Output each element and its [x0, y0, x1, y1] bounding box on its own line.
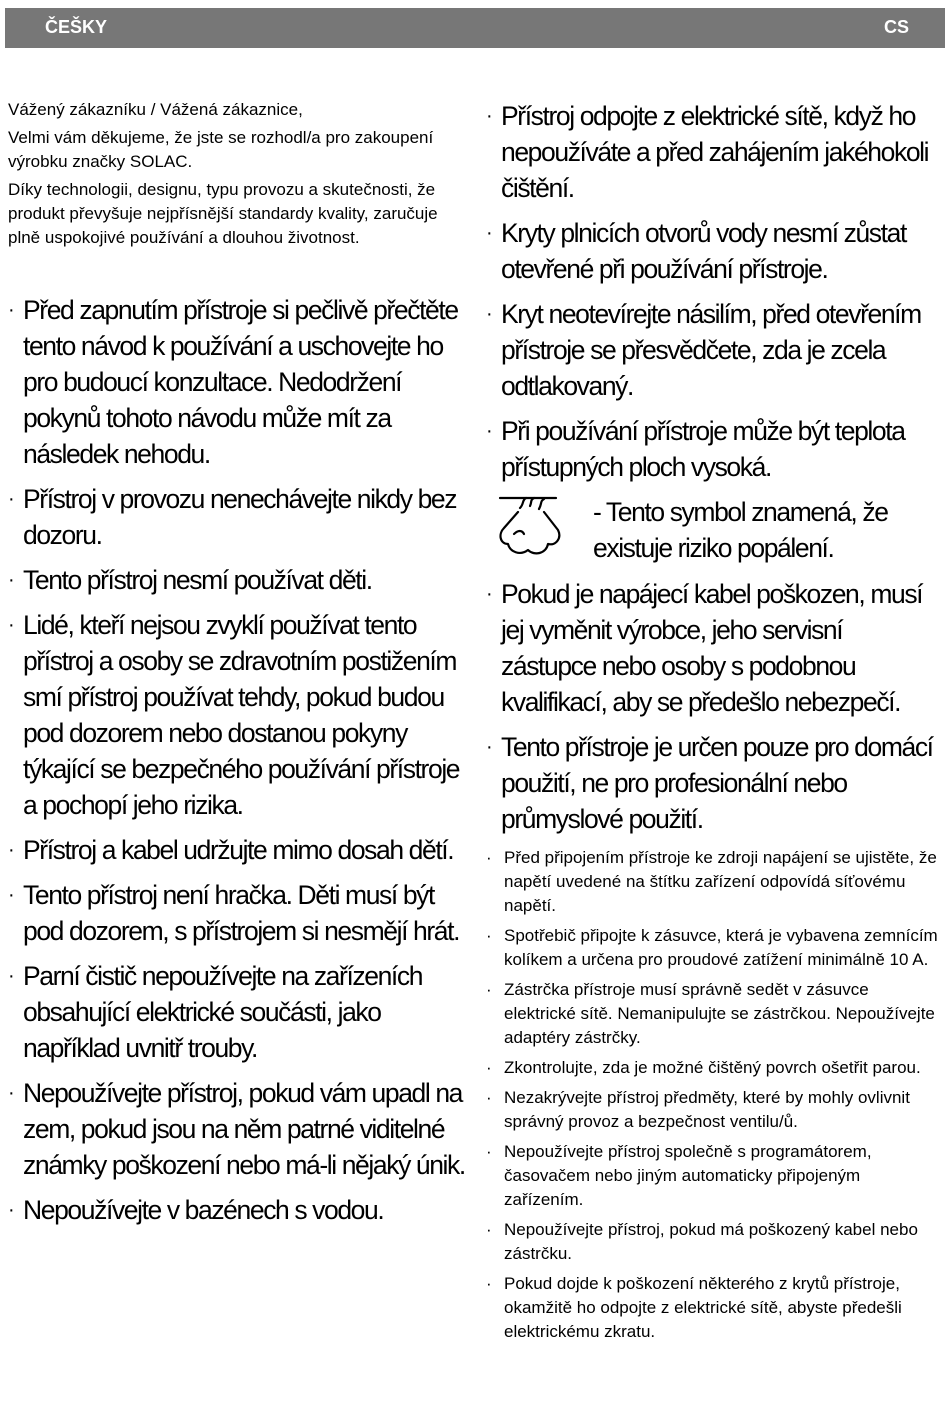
list-item: · Lidé, kteří nejsou zvyklí používat tento přístroj a osoby se zdravotním postižením smí přístroj používat tehdy, pokud budou pod dozorem nebo dostanou pokyny týkající se bezpečného používání přístroje a pochopí jeho rizika.	[8, 607, 470, 823]
list-item: · Přístroj a kabel udržujte mimo dosah dětí.	[8, 832, 470, 868]
list-item: · Kryty plnicích otvorů vody nesmí zůstat otevřené při používání přístroje.	[486, 215, 942, 287]
list-item: · Tento přístroje je určen pouze pro domácí použití, ne pro profesionální nebo průmyslové použití.	[486, 729, 942, 837]
list-item: · Nepoužívejte v bazénech s vodou.	[8, 1192, 470, 1228]
burn-warning	[486, 494, 942, 566]
burn-symbol-text: - Tento symbol znamená, že existuje riziko popálení.	[593, 497, 888, 563]
safety-list-right-a	[486, 98, 942, 485]
list-item: · Před zapnutím přístroje si pečlivě přečtěte tento návod k používání a uschovejte ho pro budoucí konzultace. Nedodržení pokynů tohoto návodu může mít za následek nehodu.	[8, 292, 470, 472]
safety-list-left	[8, 292, 470, 1228]
list-item: · Pokud dojde k poškození některého z krytů přístroje, okamžitě ho odpojte z elektrické sítě, abyste předešli elektrickému zkratu.	[486, 1272, 942, 1344]
hot-surface-icon	[492, 494, 572, 562]
intro-thanks: Velmi vám děkujeme, že jste se rozhodl/a pro zakoupení výrobku značky SOLAC.	[8, 128, 434, 171]
safety-list-right-b	[486, 576, 942, 837]
intro-body: Díky technologii, designu, typu provozu a skutečnosti, že produkt převyšuje nejpřísnější standardy kvality, zaručuje plně uspokojivé používání a dlouhou životnost.	[8, 180, 438, 247]
intro	[8, 98, 470, 250]
language-label: ČEŠKY	[45, 17, 108, 37]
list-item: · Parní čistič nepoužívejte na zařízeních obsahující elektrické součásti, jako například uvnitř trouby.	[8, 958, 470, 1066]
list-item: · Spotřebič připojte k zásuvce, která je vybavena zemnícím kolíkem a určena pro proudové zatížení minimálně 10 A.	[486, 924, 942, 972]
list-item: · Přístroj odpojte z elektrické sítě, když ho nepoužíváte a před zahájením jakéhokoli čištění.	[486, 98, 942, 206]
list-item: · Přístroj v provozu nenechávejte nikdy bez dozoru.	[8, 481, 470, 553]
language-code: CS	[883, 17, 909, 37]
list-item: · Zástrčka přístroje musí správně sedět v zásuvce elektrické sítě. Nemanipulujte se zástrčkou. Nepoužívejte adaptéry zástrčky.	[486, 978, 942, 1050]
list-item: · Zkontrolujte, zda je možné čištěný povrch ošetřit parou.	[486, 1056, 942, 1080]
right-column	[486, 98, 942, 1350]
list-item: · Nezakrývejte přístroj předměty, které by mohly ovlivnit správný provoz a bezpečnost ventilu/ů.	[486, 1086, 942, 1134]
list-item: · Před připojením přístroje ke zdroji napájení se ujistěte, že napětí uvedené na štítku zařízení odpovídá síťovému napětí.	[486, 846, 942, 918]
left-column	[8, 98, 470, 1237]
safety-list-right-small	[486, 846, 942, 1344]
list-item: · Nepoužívejte přístroj, pokud má poškozený kabel nebo zástrčku.	[486, 1218, 942, 1266]
intro-greeting: Vážený zákazníku / Vážená zákaznice,	[8, 100, 303, 119]
list-item: · Nepoužívejte přístroj společně s programátorem, časovačem nebo jiným automaticky připojeným zařízením.	[486, 1140, 942, 1212]
list-item: · Pokud je napájecí kabel poškozen, musí jej vyměnit výrobce, jeho servisní zástupce nebo osoby s podobnou kvalifikací, aby se předešlo nebezpečí.	[486, 576, 942, 720]
list-item: · Nepoužívejte přístroj, pokud vám upadl na zem, pokud jsou na něm patrné viditelné známky poškození nebo má-li nějaký únik.	[8, 1075, 470, 1183]
list-item: · Tento přístroj není hračka. Děti musí být pod dozorem, s přístrojem si nesmějí hrát.	[8, 877, 470, 949]
list-item: · Při používání přístroje může být teplota přístupných ploch vysoká.	[486, 413, 942, 485]
list-item: · Tento přístroj nesmí používat děti.	[8, 562, 470, 598]
page-header	[5, 8, 945, 48]
list-item: · Kryt neotevírejte násilím, před otevřením přístroje se přesvědčete, zda je zcela odtlakovaný.	[486, 296, 942, 404]
